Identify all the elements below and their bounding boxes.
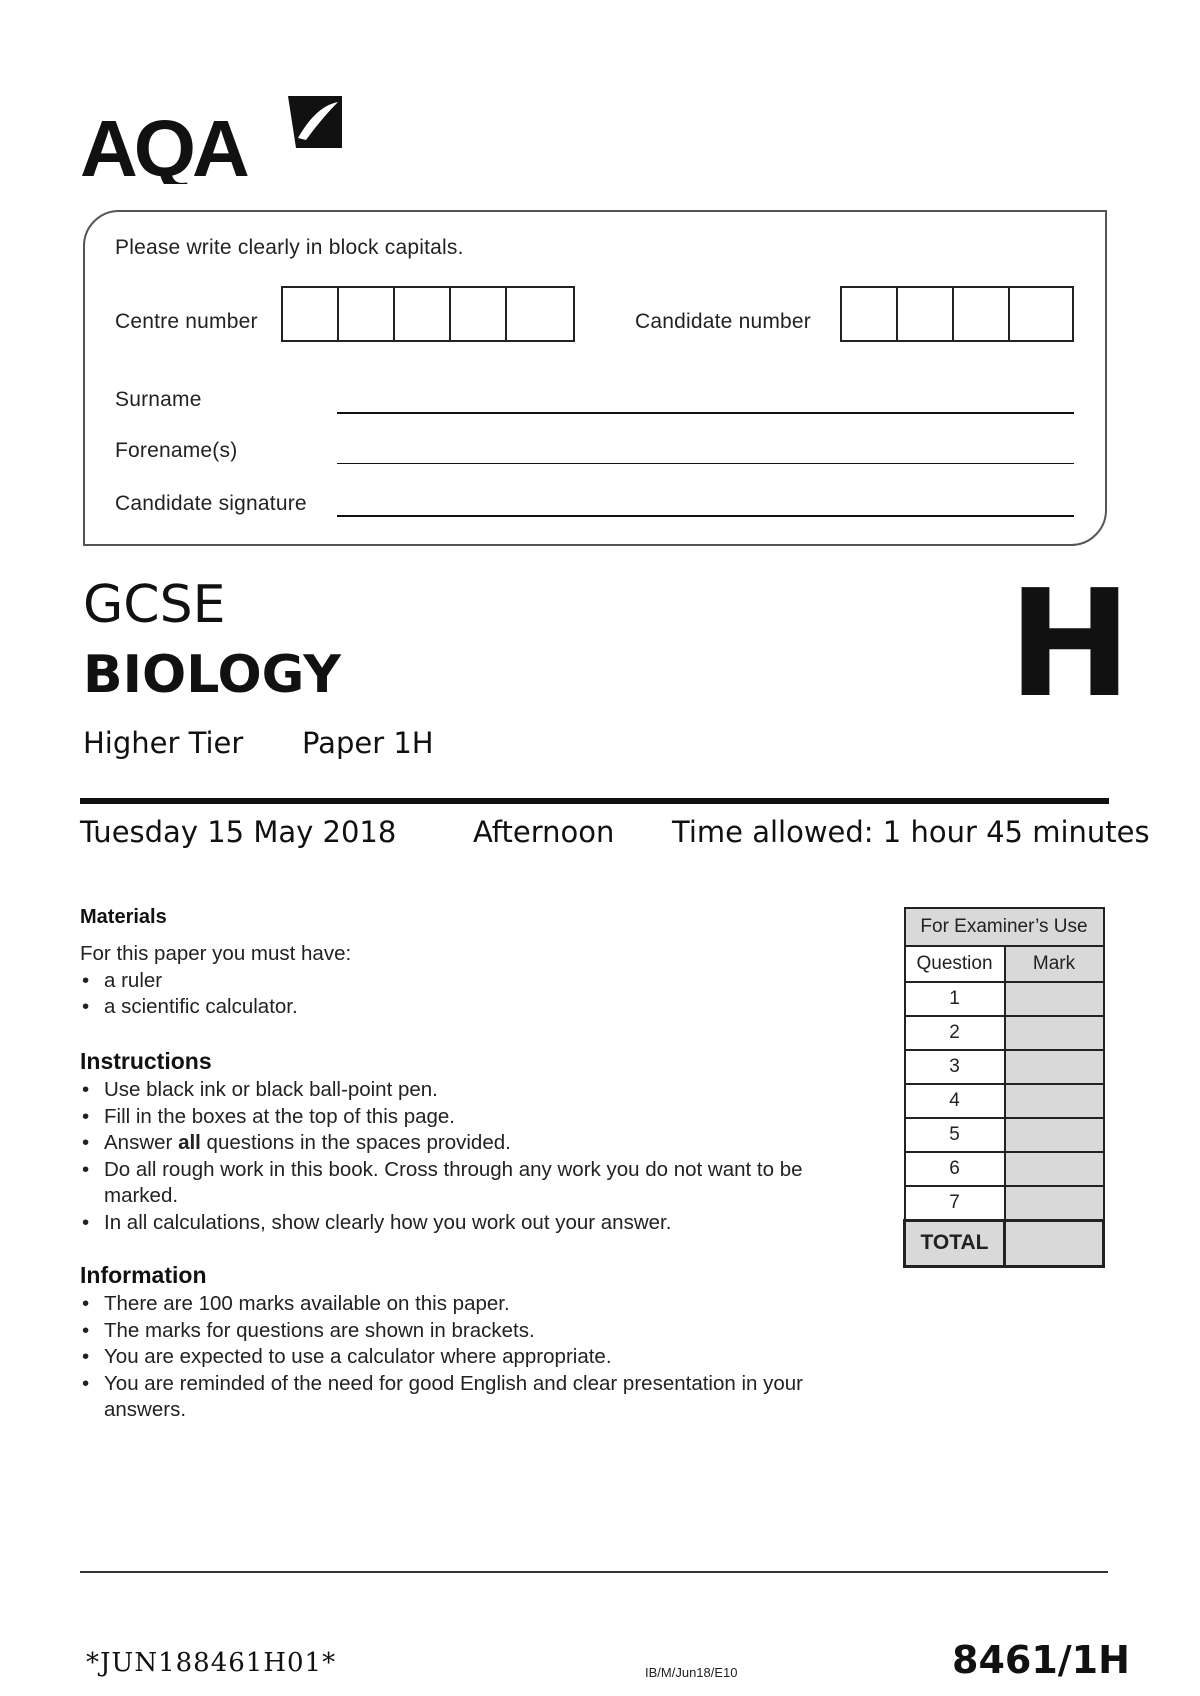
signature-line[interactable] bbox=[337, 515, 1074, 517]
list-item: • The marks for questions are shown in brackets. bbox=[80, 1318, 840, 1345]
footer-divider bbox=[80, 1571, 1108, 1573]
list-item: • Do all rough work in this book. Cross through any work you do not want to be marked. bbox=[80, 1157, 840, 1210]
candidate-number-digit[interactable] bbox=[954, 288, 1010, 340]
centre-number-digit[interactable] bbox=[339, 288, 395, 340]
total-mark-cell bbox=[1005, 1220, 1104, 1266]
information-list bbox=[80, 1291, 840, 1424]
answer-pre: Answer bbox=[104, 1131, 179, 1154]
surname-label: Surname bbox=[115, 388, 202, 411]
list-item: • You are reminded of the need for good English and clear presentation in your answers. bbox=[80, 1371, 840, 1424]
mark-column-header: Mark bbox=[1005, 946, 1104, 982]
centre-number-digit[interactable] bbox=[507, 288, 567, 340]
surname-line[interactable] bbox=[337, 412, 1074, 414]
candidate-number-digit[interactable] bbox=[1010, 288, 1072, 340]
materials-section bbox=[80, 906, 840, 1021]
list-item: • a ruler bbox=[80, 968, 840, 995]
centre-number-digit[interactable] bbox=[283, 288, 339, 340]
signature-label: Candidate signature bbox=[115, 492, 307, 515]
list-item: • There are 100 marks available on this paper. bbox=[80, 1291, 840, 1318]
answer-bold: all bbox=[178, 1131, 201, 1154]
paper-label: Paper 1H bbox=[302, 726, 434, 760]
mark-cell bbox=[1005, 982, 1104, 1016]
tier-letter: H bbox=[1008, 558, 1132, 730]
centre-number-digit[interactable] bbox=[451, 288, 507, 340]
list-item bbox=[80, 1130, 840, 1157]
examiner-use-table bbox=[903, 907, 1105, 1268]
candidate-number-boxes bbox=[840, 286, 1074, 342]
list-item: • You are expected to use a calculator where appropriate. bbox=[80, 1344, 840, 1371]
mark-cell bbox=[1005, 1186, 1104, 1220]
list-item: • In all calculations, show clearly how you work out your answer. bbox=[80, 1210, 840, 1237]
barcode-text: *JUN188461H01* bbox=[86, 1648, 337, 1678]
title-divider bbox=[80, 798, 1109, 804]
list-item: • a scientific calculator. bbox=[80, 994, 840, 1021]
centre-number-digit[interactable] bbox=[395, 288, 451, 340]
aqa-logo bbox=[80, 92, 352, 184]
block-capitals-instruction: Please write clearly in block capitals. bbox=[115, 236, 464, 259]
materials-heading: Materials bbox=[80, 906, 167, 928]
centre-number-boxes bbox=[281, 286, 575, 342]
paper-code: 8461/1H bbox=[952, 1638, 1130, 1682]
tier-label: Higher Tier bbox=[83, 726, 244, 760]
document-reference: IB/M/Jun18/E10 bbox=[645, 1665, 738, 1680]
instructions-section bbox=[80, 1048, 840, 1236]
candidate-number-label: Candidate number bbox=[635, 310, 811, 333]
materials-intro: For this paper you must have: bbox=[80, 942, 352, 965]
time-allowed: Time allowed: 1 hour 45 minutes bbox=[672, 815, 1150, 849]
mark-cell bbox=[1005, 1016, 1104, 1050]
information-heading: Information bbox=[80, 1262, 207, 1288]
mark-cell bbox=[1005, 1050, 1104, 1084]
exam-session: Afternoon bbox=[473, 815, 615, 849]
forename-line[interactable] bbox=[337, 463, 1074, 464]
candidate-number-digit[interactable] bbox=[842, 288, 898, 340]
list-item: • Use black ink or black ball-point pen. bbox=[80, 1077, 840, 1104]
exam-date: Tuesday 15 May 2018 bbox=[80, 815, 397, 849]
mark-cell bbox=[1005, 1084, 1104, 1118]
question-column-header: Question bbox=[905, 946, 1005, 982]
list-item: • Fill in the boxes at the top of this page. bbox=[80, 1104, 840, 1131]
question-number: 5 bbox=[905, 1118, 1005, 1152]
aqa-logo-mark bbox=[80, 92, 352, 184]
answer-post: questions in the spaces provided. bbox=[200, 1131, 511, 1154]
centre-number-label: Centre number bbox=[115, 310, 258, 333]
svg-text:AQA: AQA bbox=[80, 104, 246, 184]
materials-list bbox=[80, 968, 840, 1021]
question-number: 6 bbox=[905, 1152, 1005, 1186]
qualification-title: GCSE bbox=[83, 575, 226, 635]
instructions-heading: Instructions bbox=[80, 1048, 212, 1074]
total-label: TOTAL bbox=[905, 1220, 1005, 1266]
question-number: 4 bbox=[905, 1084, 1005, 1118]
subject-title: BIOLOGY bbox=[83, 645, 341, 705]
examiner-use-title: For Examiner’s Use bbox=[905, 908, 1104, 946]
question-number: 3 bbox=[905, 1050, 1005, 1084]
information-section bbox=[80, 1262, 840, 1424]
question-number: 1 bbox=[905, 982, 1005, 1016]
question-number: 7 bbox=[905, 1186, 1005, 1220]
mark-cell bbox=[1005, 1118, 1104, 1152]
mark-cell bbox=[1005, 1152, 1104, 1186]
question-number: 2 bbox=[905, 1016, 1005, 1050]
candidate-number-digit[interactable] bbox=[898, 288, 954, 340]
instructions-list bbox=[80, 1077, 840, 1236]
forename-label: Forename(s) bbox=[115, 439, 238, 462]
